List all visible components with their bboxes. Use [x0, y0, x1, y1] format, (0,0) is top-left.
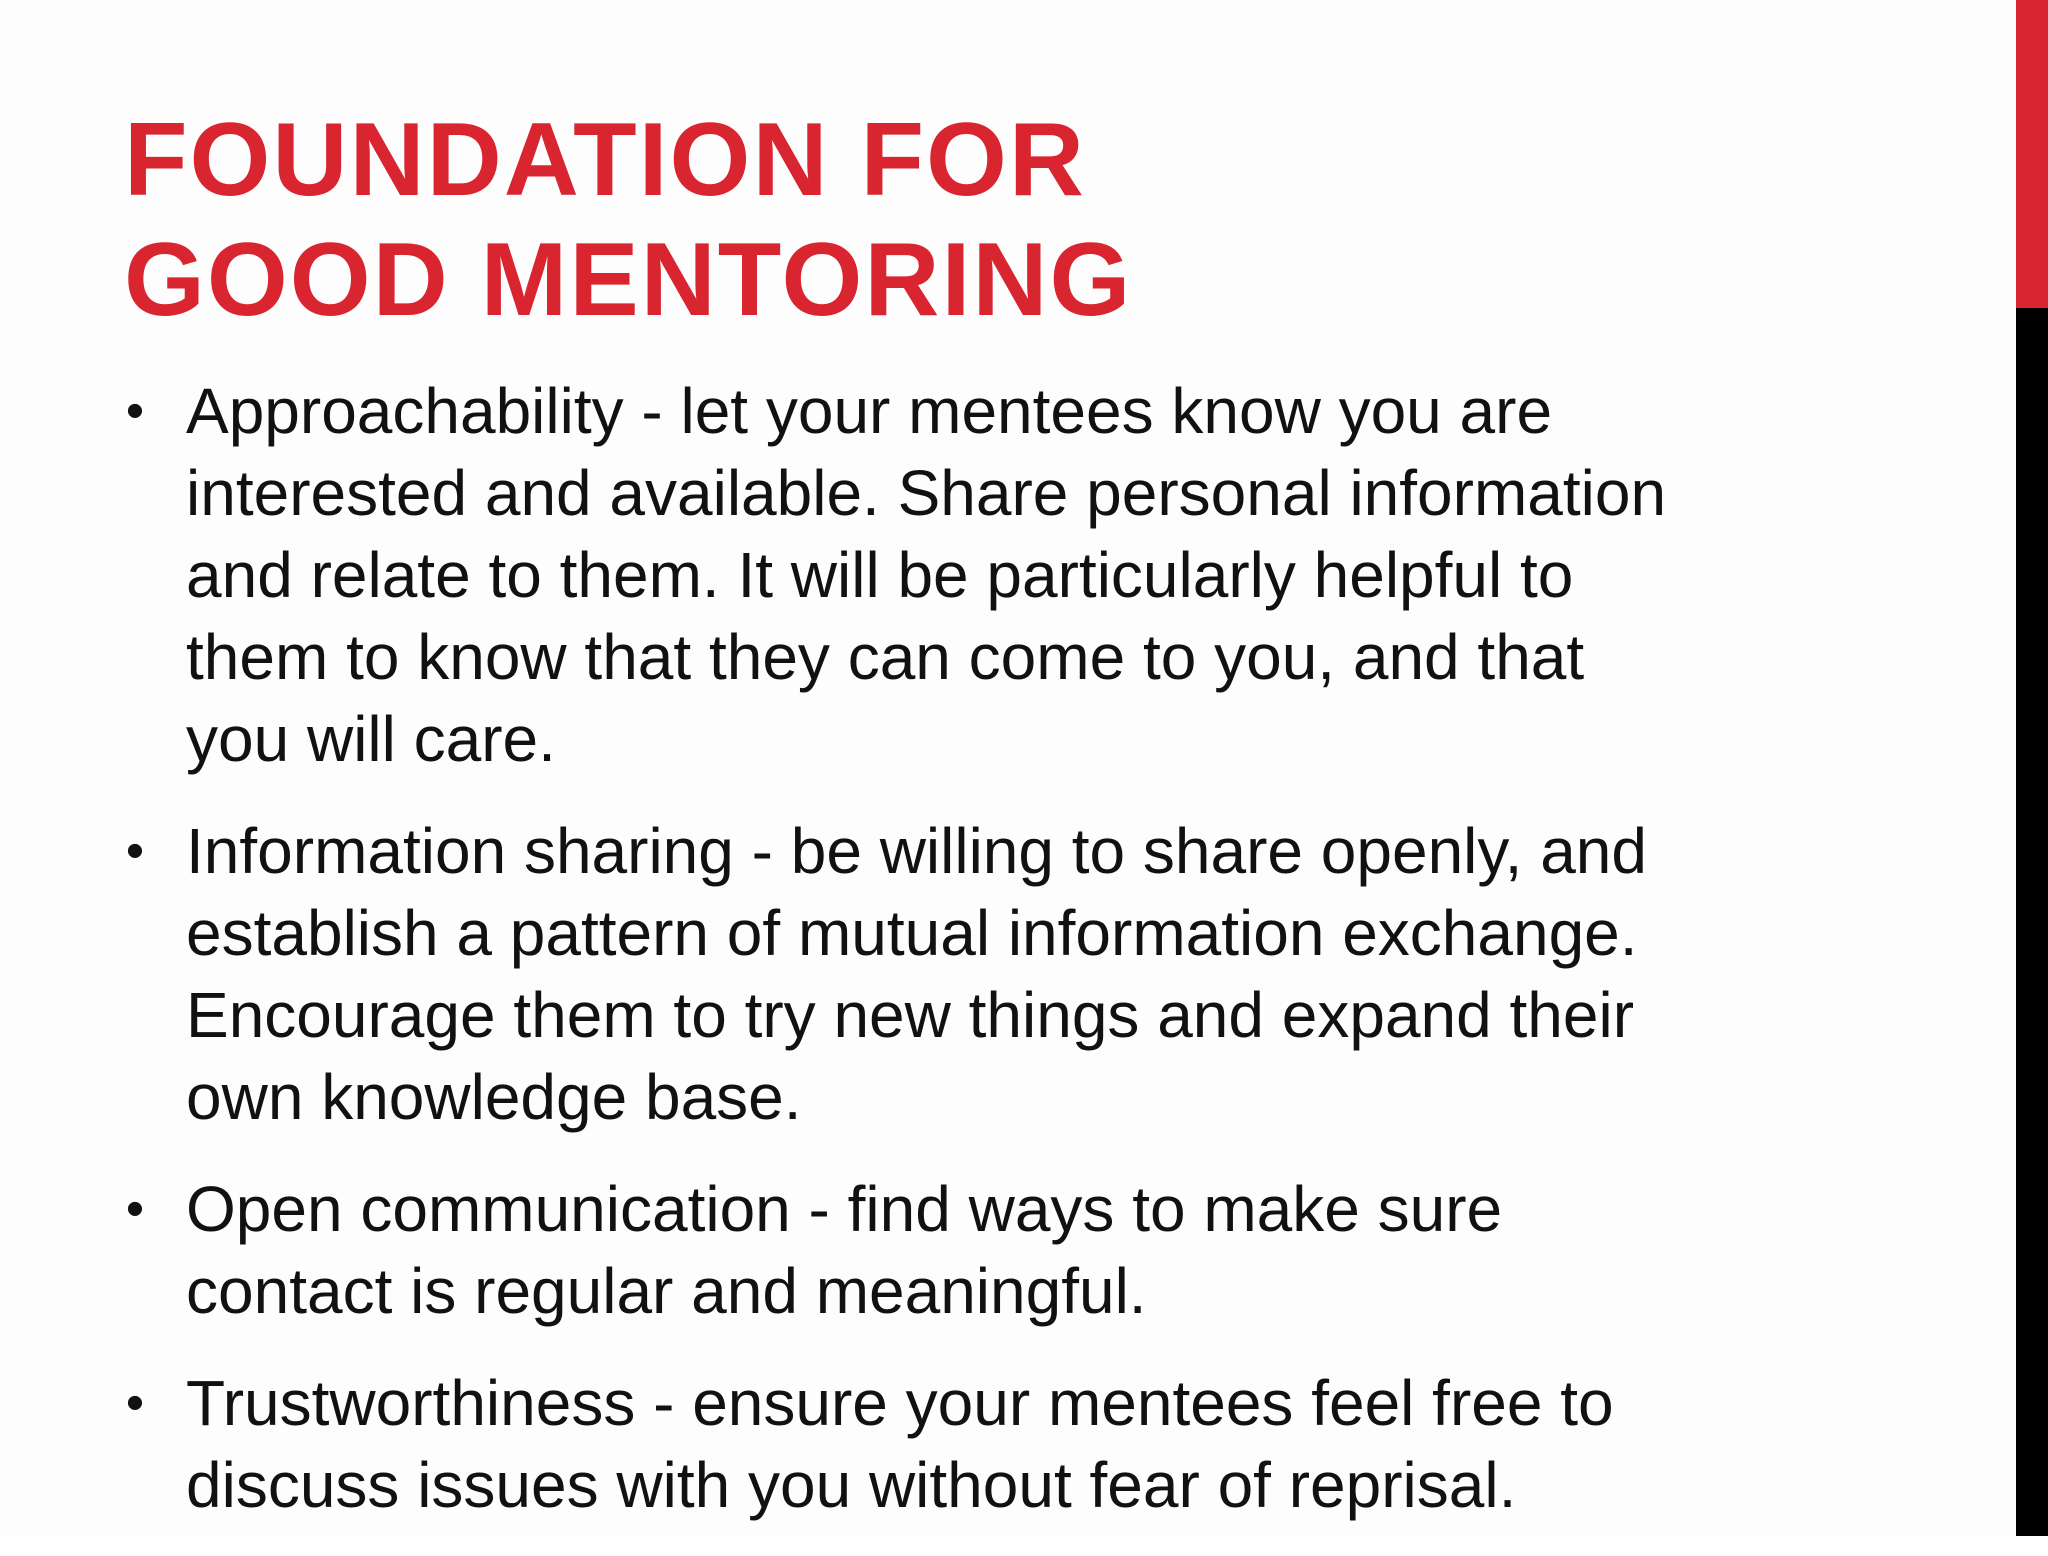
- bullet-text-line: discuss issues with you without fear of reprisal.: [186, 1449, 1517, 1521]
- bullet-approachability: [120, 370, 1820, 780]
- bullet-text-line: Trustworthiness - ensure your mentees feel free to: [186, 1367, 1614, 1439]
- accent-bar-black: [2016, 308, 2048, 1536]
- bullet-icon: •: [125, 1180, 145, 1238]
- bullet-text-line: own knowledge base.: [186, 1061, 802, 1133]
- bullet-icon: •: [125, 822, 145, 880]
- bullet-open-communication: [120, 1168, 1820, 1332]
- bullet-text-line: contact is regular and meaningful.: [186, 1255, 1147, 1327]
- bullet-text-line: establish a pattern of mutual information exchange.: [186, 897, 1638, 969]
- title-line-1: FOUNDATION FOR: [124, 102, 1086, 218]
- bullet-text-line: Information sharing - be willing to share openly, and: [186, 815, 1647, 887]
- bullet-icon: •: [125, 382, 145, 440]
- bullet-text-line: Open communication - find ways to make sure: [186, 1173, 1503, 1245]
- accent-bar-red: [2016, 0, 2048, 308]
- slide-title: [124, 100, 1132, 340]
- bullet-text-line: interested and available. Share personal information: [186, 457, 1667, 529]
- bullet-trustworthiness: [120, 1362, 1820, 1526]
- bullet-text-line: Approachability - let your mentees know you are: [186, 375, 1553, 447]
- bullet-text-line: and relate to them. It will be particularly helpful to: [186, 539, 1574, 611]
- bullet-icon: •: [125, 1374, 145, 1432]
- title-line-2: GOOD MENTORING: [124, 222, 1133, 338]
- bullet-text-line: Encourage them to try new things and expand their: [186, 979, 1634, 1051]
- bullet-list: [120, 370, 1820, 1556]
- bullet-text-line: them to know that they can come to you, and that: [186, 621, 1585, 693]
- bullet-information-sharing: [120, 810, 1820, 1138]
- bullet-text-line: you will care.: [186, 703, 556, 775]
